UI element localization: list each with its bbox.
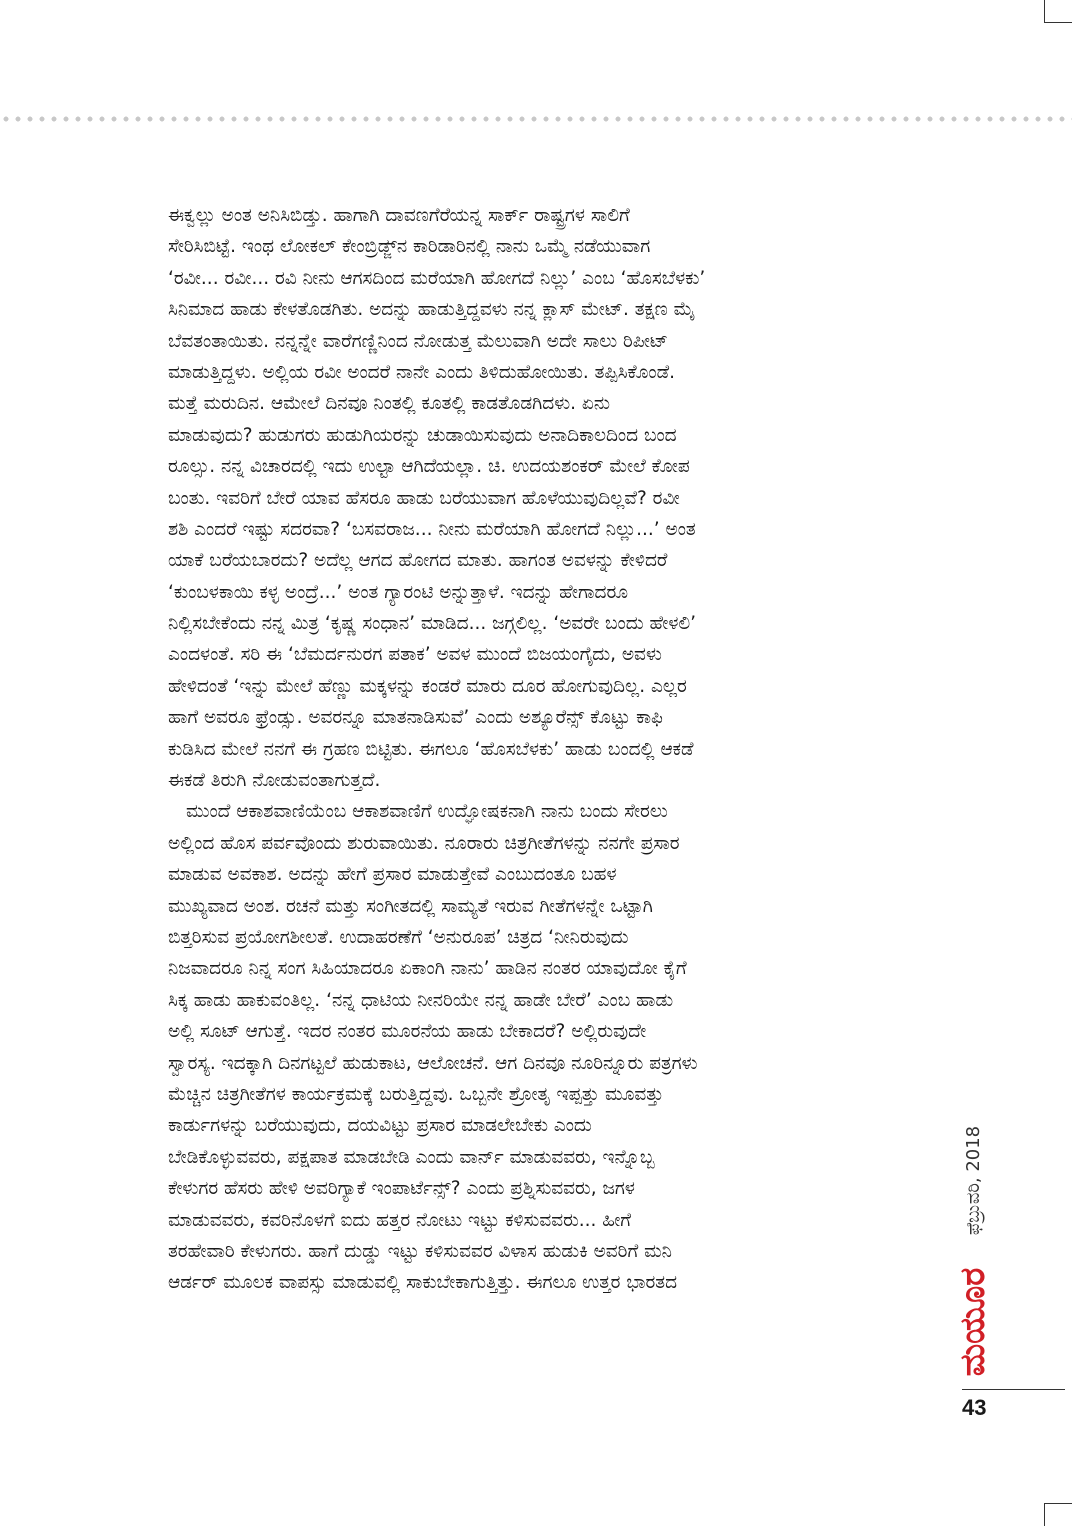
article-body <box>168 200 913 1299</box>
text-line: ಅಲ್ಲಿಂದ ಹೊಸ ಪರ್ವವೊಂದು ಶುರುವಾಯಿತು. ನೂರಾರು ಚಿತ್ರಗೀತೆಗಳನ್ನು ನನಗೇ ಪ್ರಸಾರ <box>168 832 680 854</box>
text-line: ಮಾಡುವ ಅವಕಾಶ. ಅದನ್ನು ಹೇಗೆ ಪ್ರಸಾರ ಮಾಡುತ್ತೇವೆ ಎಂಬುದಂತೂ ಬಹಳ <box>168 864 617 886</box>
magazine-masthead-vertical <box>948 1262 998 1382</box>
text-line: ಅಲ್ಲಿ ಸೂಟ್ ಆಗುತ್ತೆ. ಇದರ ನಂತರ ಮೂರನೆಯ ಹಾಡು ಬೇಕಾದರೆ? ಅಲ್ಲಿರುವುದೇ <box>168 1021 647 1043</box>
text-line: ಕುಡಿಸಿದ ಮೇಲೆ ನನಗೆ ಈ ಗ್ರಹಣ ಬಿಟ್ಟಿತು. ಈಗಲೂ ‘ಹೊಸಬೆಳಕು’ ಹಾಡು ಬಂದಲ್ಲಿ ಆಕಡೆ <box>168 738 694 760</box>
text-line: ನಿಲ್ಲಿಸಬೇಕೆಂದು ನನ್ನ ಮಿತ್ರ ‘ಕೃಷ್ಣ ಸಂಧಾನ’ ಮಾಡಿದ... ಜಗ್ಗಲಿಲ್ಲ. ‘ಅವರೇ ಬಂದು ಹೇಳಲಿ’ <box>168 613 697 635</box>
text-line: ಮೆಚ್ಚಿನ ಚಿತ್ರಗೀತೆಗಳ ಕಾರ್ಯಕ್ರಮಕ್ಕೆ ಬರುತ್ತಿದ್ದವು. ಒಬ್ಬನೇ ಶ್ರೋತೃ ಇಪ್ಪತ್ತು ಮೂವತ್ತು <box>168 1083 664 1105</box>
text-line: ತರಹೇವಾರಿ ಕೇಳುಗರು. ಹಾಗೆ ದುಡ್ಡು ಇಟ್ಟು ಕಳಿಸುವವರ ವಿಳಾಸ ಹುಡುಕಿ ಅವರಿಗೆ ಮನಿ <box>168 1240 672 1262</box>
text-line: ಮುಖ್ಯವಾದ ಅಂಶ. ರಚನೆ ಮತ್ತು ಸಂಗೀತದಲ್ಲಿ ಸಾಮ್ಯತೆ ಇರುವ ಗೀತೆಗಳನ್ನೇ ಒಟ್ಟಾಗಿ <box>168 895 653 917</box>
text-line: ಮಾಡುತ್ತಿದ್ದಳು. ಅಲ್ಲಿಯ ರವೀ ಅಂದರೆ ನಾನೇ ಎಂದು ತಿಳಿದುಹೋಯಿತು. ತಪ್ಪಿಸಿಕೊಂಡೆ. <box>168 361 675 383</box>
text-line: ಬೇಡಿಕೊಳ್ಳುವವರು, ಪಕ್ಷಪಾತ ಮಾಡಬೇಡಿ ಎಂದು ವಾರ್ನ್ ಮಾಡುವವರು, ಇನ್ನೊಬ್ಬ <box>168 1146 655 1168</box>
text-line: ಸಿನಿಮಾದ ಹಾಡು ಕೇಳತೊಡಗಿತು. ಅದನ್ನು ಹಾಡುತ್ತಿದ್ದವಳು ನನ್ನ ಕ್ಲಾಸ್ ಮೇಟ್. ತಕ್ಷಣ ಮೈ <box>168 299 696 321</box>
text-line: ಸೇರಿಸಿಬಿಟ್ಟೆ. ಇಂಥ ಲೋಕಲ್ ಕೇಂಬ್ರಿಡ್ಜ್‌ನ ಕಾರಿಡಾರಿನಲ್ಲಿ ನಾನು ಒಮ್ಮೆ ನಡೆಯುವಾಗ <box>168 236 651 258</box>
text-line: ಹಾಗೆ ಅವರೂ ಫ್ರೆಂಡ್ಸು. ಅವರನ್ನೂ ಮಾತನಾಡಿಸುವೆ’ ಎಂದು ಅಶ್ಯೂರೆನ್ಸ್ ಕೊಟ್ಟು ಕಾಫಿ <box>168 707 663 729</box>
text-line: ಕಾರ್ಡುಗಳನ್ನು ಬರೆಯುವುದು, ದಯವಿಟ್ಟು ಪ್ರಸಾರ ಮಾಡಲೇಬೇಕು ಎಂದು <box>168 1115 592 1137</box>
text-line: ಯಾಕೆ ಬರೆಯಬಾರದು? ಅದೆಲ್ಲ ಆಗದ ಹೋಗದ ಮಾತು. ಹಾಗಂತ ಅವಳನ್ನು ಕೇಳಿದರೆ <box>168 550 668 572</box>
text-line: ಹೇಳಿದಂತೆ ‘ಇನ್ನು ಮೇಲೆ ಹೆಣ್ಣು ಮಕ್ಕಳನ್ನು ಕಂಡರೆ ಮಾರು ದೂರ ಹೋಗುವುದಿಲ್ಲ. ಎಲ್ಲರ <box>168 675 687 697</box>
text-line: ಮಾಡುವವರು, ಕವರಿನೊಳಗೆ ಐದು ಹತ್ತರ ನೋಟು ಇಟ್ಟು ಕಳಿಸುವವರು... ಹೀಗೆ <box>168 1209 632 1231</box>
text-line: ಸ್ವಾರಸ್ಯ. ಇದಕ್ಕಾಗಿ ದಿನಗಟ್ಟಲೆ ಹುಡುಕಾಟ, ಆಲೋಚನೆ. ಆಗ ದಿನವೂ ನೂರಿನ್ನೂರು ಪತ್ರಗಳು <box>168 1052 698 1074</box>
text-line: ‘ರವೀ... ರವೀ... ರವಿ ನೀನು ಆಗಸದಿಂದ ಮರೆಯಾಗಿ ಹೋಗದೆ ನಿಲ್ಲು’ ಎಂಬ ‘ಹೊಸಬೆಳಕು’ <box>168 267 706 289</box>
text-line: ರೂಲ್ಸು. ನನ್ನ ವಿಚಾರದಲ್ಲಿ ಇದು ಉಲ್ಟಾ ಆಗಿದೆಯಲ್ಲಾ. ಚಿ. ಉದಯಶಂಕರ್ ಮೇಲೆ ಕೋಪ <box>168 456 690 478</box>
issue-date-text: ಫೆಬ್ರುವರಿ, 2018 <box>963 1125 985 1235</box>
text-line: ಈಕಡೆ ತಿರುಗಿ ನೋಡುವಂತಾಗುತ್ತದೆ. <box>168 770 381 792</box>
page-number: 43 <box>962 1395 987 1420</box>
crop-mark-bottom <box>1044 1503 1072 1526</box>
issue-date-vertical <box>954 1100 994 1260</box>
text-line: ಮಾಡುವುದು? ಹುಡುಗರು ಹುಡುಗಿಯರನ್ನು ಚುಡಾಯಿಸುವುದು ಅನಾದಿಕಾಲದಿಂದ ಬಂದ <box>168 424 677 446</box>
text-line: ಸಿಕ್ಕ ಹಾಡು ಹಾಕುವಂತಿಲ್ಲ. ‘ನನ್ನ ಧಾಟಿಯ ನೀನರಿಯೇ ನನ್ನ ಹಾಡೇ ಬೇರೆ’ ಎಂಬ ಹಾಡು <box>168 989 674 1011</box>
dotted-separator <box>0 115 1072 123</box>
page-number-rule <box>962 1389 1065 1390</box>
crop-mark-top <box>1044 0 1072 23</box>
text-line: ‘ಕುಂಬಳಕಾಯಿ ಕಳ್ಳ ಅಂದ್ರೆ...’ ಅಂತ ಗ್ಯಾರಂಟಿ ಅನ್ನುತ್ತಾಳೆ. ಇದನ್ನು ಹೇಗಾದರೂ <box>168 581 629 603</box>
text-line: ಈಕ್ವಲ್ಲು ಅಂತ ಅನಿಸಿಬಿಡ್ತು. ಹಾಗಾಗಿ ದಾವಣಗೆರೆಯನ್ನ ಸಾರ್ಕ್ ರಾಷ್ಟ್ರಗಳ ಸಾಲಿಗೆ <box>168 205 630 226</box>
text-line: ಬಂತು. ಇವರಿಗೆ ಬೇರೆ ಯಾವ ಹೆಸರೂ ಹಾಡು ಬರೆಯುವಾಗ ಹೊಳೆಯುವುದಿಲ್ಲವೆ? ರವೀ <box>168 487 680 509</box>
text-line: ಎಂದಳಂತೆ. ಸರಿ ಈ ‘ಬೆಮರ್ದನುರಗ ಪತಾಕ’ ಅವಳ ಮುಂದೆ ಬಿಜಯಂಗೈದು, ಅವಳು <box>168 644 662 666</box>
text-line: ನಿಜವಾದರೂ ನಿನ್ನ ಸಂಗ ಸಿಹಿಯಾದರೂ ಏಕಾಂಗಿ ನಾನು’ ಹಾಡಿನ ನಂತರ ಯಾವುದೋ ಕೈಗೆ <box>168 958 687 980</box>
magazine-name: ಮಯೂರ <box>953 1267 993 1377</box>
text-line: ಮುಂದೆ ಆಕಾಶವಾಣಿಯೆಂಬ ಆಕಾಶವಾಣಿಗೆ ಉದ್ಘೋಷಕನಾಗಿ ನಾನು ಬಂದು ಸೇರಲು <box>186 801 668 823</box>
text-line: ಶಶಿ ಎಂದರೆ ಇಷ್ಟು ಸದರವಾ? ‘ಬಸವರಾಜ... ನೀನು ಮರೆಯಾಗಿ ಹೋಗದೆ ನಿಲ್ಲು...’ ಅಂತ <box>168 518 696 540</box>
text-line: ಆರ್ಡರ್ ಮೂಲಕ ವಾಪಸ್ಸು ಮಾಡುವಲ್ಲಿ ಸಾಕುಬೇಕಾಗುತ್ತಿತ್ತು. ಈಗಲೂ ಉತ್ತರ ಭಾರತದ <box>168 1272 678 1294</box>
text-line: ಮತ್ತೆ ಮರುದಿನ. ಆಮೇಲೆ ದಿನವೂ ನಿಂತಲ್ಲಿ ಕೂತಲ್ಲಿ ಕಾಡತೊಡಗಿದಳು. ಏನು <box>168 393 610 415</box>
text-line: ಬಿತ್ತರಿಸುವ ಪ್ರಯೋಗಶೀಲತೆ. ಉದಾಹರಣೆಗೆ ‘ಅನುರೂಪ’ ಚಿತ್ರದ ‘ನೀನಿರುವುದು <box>168 926 629 948</box>
text-line: ಬೆವತಂತಾಯಿತು. ನನ್ನನ್ನೇ ವಾರೆಗಣ್ಣಿನಿಂದ ನೋಡುತ್ತ ಮೆಲುವಾಗಿ ಅದೇ ಸಾಲು ರಿಪೀಟ್ <box>168 330 669 352</box>
text-line: ಕೇಳುಗರ ಹೆಸರು ಹೇಳಿ ಅವರಿಗ್ಯಾಕೆ ಇಂಪಾರ್ಟೆನ್ಸ್? ಎಂದು ಪ್ರಶ್ನಿಸುವವರು, ಜಗಳ <box>168 1178 635 1200</box>
